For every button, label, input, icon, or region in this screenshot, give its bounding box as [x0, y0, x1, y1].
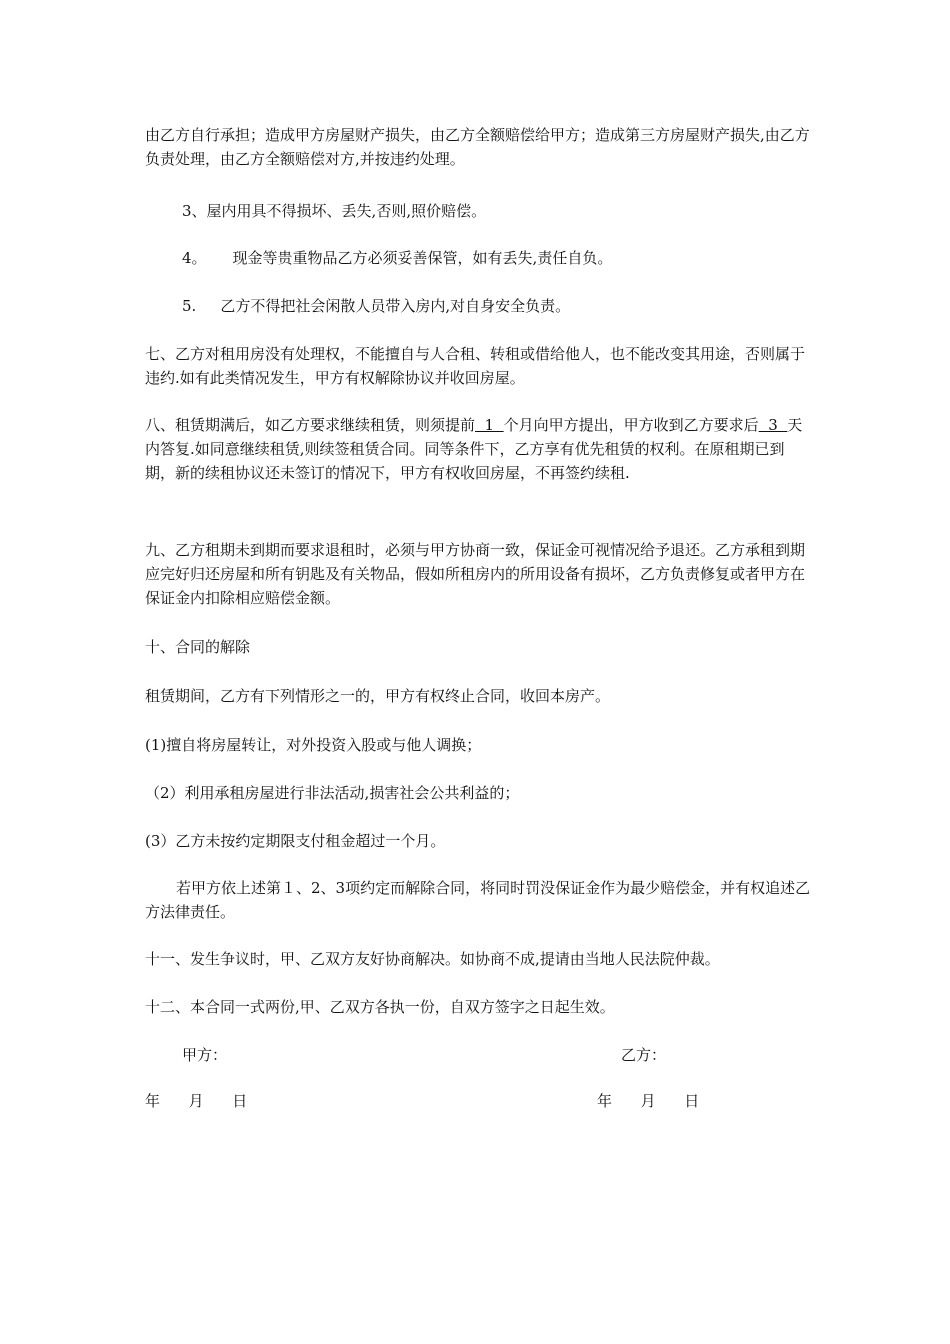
clause-item-4-number: 4。	[182, 249, 207, 267]
clause-item-5-text: 乙方不得把社会闲散人员带入房内,对自身安全负责。	[220, 297, 571, 315]
termination-case-3: (3）乙方未按约定期限支付租金超过一个月。	[145, 832, 446, 850]
party-b-date: 年 月 日	[597, 1092, 700, 1110]
clause-eight-part-a: 八、租赁期满后，如乙方要求继续租赁，则须提前	[145, 416, 476, 434]
termination-penalty: 若甲方依上述第１、2、3项约定而解除合同，将同时罚没保证金作为最少赔偿金，并有权追述乙方法律责任。	[145, 879, 811, 921]
clause-eleven: 十一、发生争议时，甲、乙双方友好协商解决。如协商不成,提请由当地人民法院仲裁。	[145, 950, 720, 968]
termination-intro: 租赁期间，乙方有下列情形之一的，甲方有权终止合同，收回本房产。	[145, 687, 611, 705]
clause-item-5	[182, 294, 811, 318]
clause-eight	[145, 413, 811, 485]
clause-item-4-text: 现金等贵重物品乙方必须妥善保管，如有丢失,责任自负。	[232, 249, 613, 267]
clause-item-5-number: 5.	[182, 297, 197, 315]
reply-days: 3	[758, 416, 788, 434]
clause-eight-part-c: 天内答复.如同意继续租赁,则续签租赁合同。同等条件下，乙方享有优先租赁的权利。在原租期已到期，新的续租协议还未签订的情况下，甲方有权收回房屋，不再签约续租.	[145, 416, 803, 482]
clause-ten-heading: 十、合同的解除	[145, 638, 251, 656]
clause-liability-text: 由乙方自行承担；造成甲方房屋财产损失，由乙方全额赔偿给甲方；造成第三方房屋财产损失,由乙方负责处理，由乙方全额赔偿对方,并按违约处理。	[145, 126, 810, 168]
clause-item-3: 3、屋内用具不得损坏、丢失,否则,照价赔偿。	[182, 202, 487, 220]
party-b-label: 乙方：	[621, 1046, 667, 1064]
clause-item-4	[182, 246, 811, 270]
clause-nine: 九、乙方租期未到期而要求退租时，必须与甲方协商一致，保证金可视情况给予退还。乙方承租到期应完好归还房屋和所有钥匙及有关物品，假如所租房内的所用设备有损坏，乙方负责修复或者甲方在保证金内扣除相应赔偿金额。	[145, 541, 806, 607]
renewal-notice-months: 1	[475, 416, 504, 434]
termination-case-2: （2）利用承租房屋进行非法活动,损害社会公共利益的；	[145, 784, 520, 802]
clause-eight-part-b: 个月向甲方提出，甲方收到乙方要求后	[503, 416, 759, 434]
party-a-date: 年 月 日	[145, 1092, 248, 1110]
clause-twelve: 十二、本合同一式两份,甲、乙双方各执一份，自双方签字之日起生效。	[145, 998, 615, 1016]
party-a-label: 甲方：	[182, 1046, 228, 1064]
termination-case-1: (1)擅自将房屋转让，对外投资入股或与他人调换；	[145, 736, 482, 754]
clause-seven: 七、乙方对租用房没有处理权，不能擅自与人合租、转租或借给他人，也不能改变其用途，否则属于违约.如有此类情况发生，甲方有权解除协议并收回房屋。	[145, 345, 806, 387]
